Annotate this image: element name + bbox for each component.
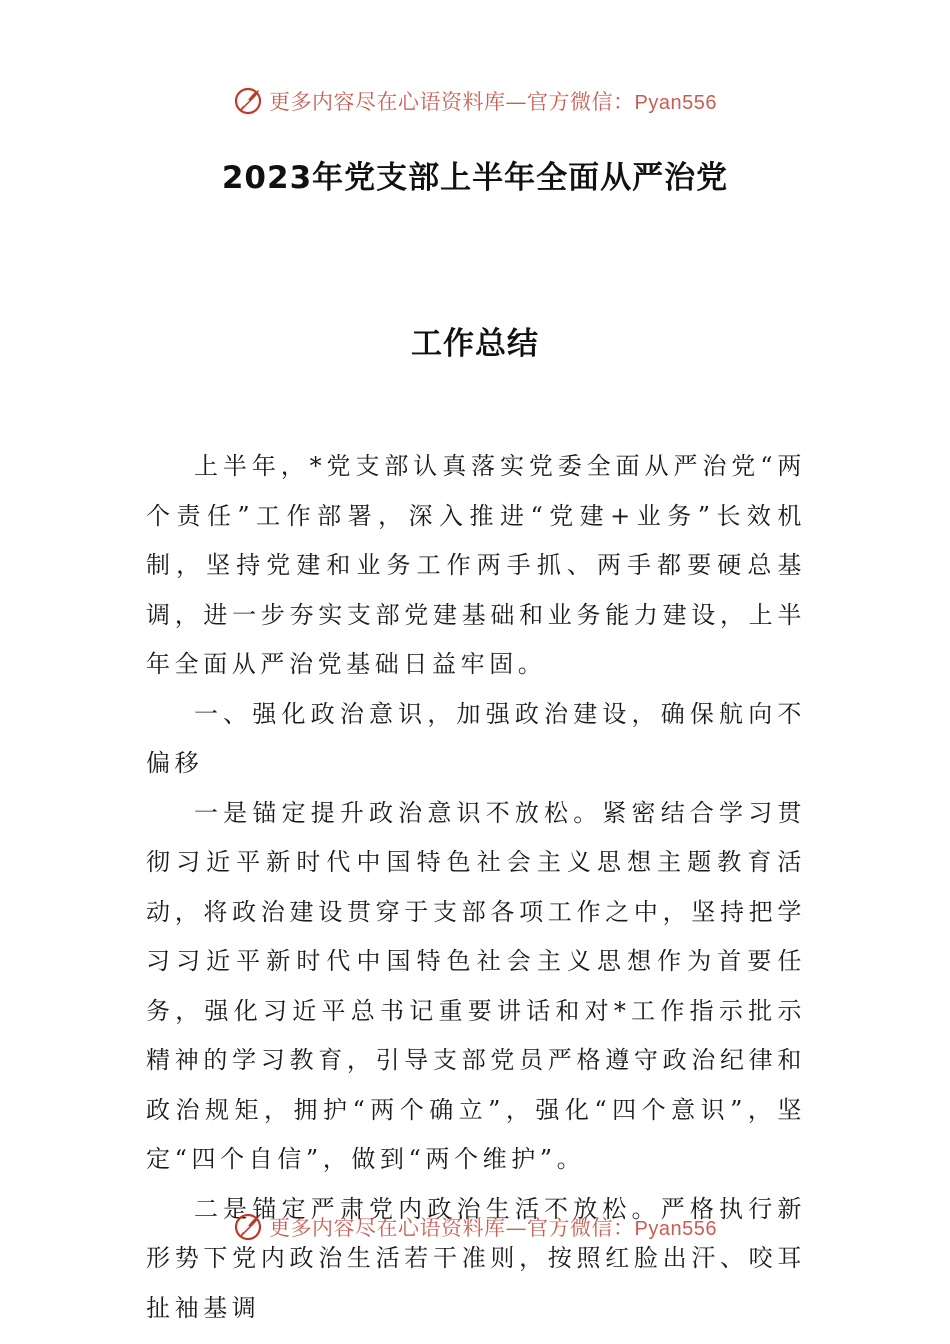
section-heading-1: 一、强化政治意识，加强政治建设，确保航向不偏移: [146, 699, 806, 777]
document-body: [146, 442, 806, 1333]
header-watermark-banner: [0, 86, 950, 116]
paragraph-point-2: 二是锚定严肃党内政治生活不放松。严格执行新形势下党内政治生活若干准则，按照红脸出汗、咬耳扯袖基调: [146, 1194, 806, 1322]
banner-text: 更多内容尽在心语资料库—官方微信：Pyan556: [269, 1216, 717, 1240]
document-title-line-2: 工作总结: [411, 326, 539, 362]
document-title-line-1: 2023年党支部上半年全面从严治党: [221, 160, 729, 196]
quill-pen-logo-icon: [233, 86, 263, 116]
banner-text: 更多内容尽在心语资料库—官方微信：Pyan556: [269, 90, 717, 114]
paragraph-point-1: 一是锚定提升政治意识不放松。紧密结合学习贯彻习近平新时代中国特色社会主义思想主题教育活动，将政治建设贯穿于支部各项工作之中，坚持把学习习近平新时代中国特色社会主义思想作为首要任务，强化习近平总书记重要讲话和对*工作指示批示精神的学习教育，引导支部党员严格遵守政治纪律和政治规矩，拥护“两个确立”，强化“四个意识”，坚定“四个自信”，做到“两个维护”。: [146, 798, 806, 1173]
footer-watermark-banner: [0, 1212, 950, 1242]
quill-pen-logo-icon: [233, 1212, 263, 1242]
paragraph-intro: 上半年，*党支部认真落实党委全面从严治党“两个责任”工作部署，深入推进“党建+业务”长效机制，坚持党建和业务工作两手抓、两手都要硬总基调，进一步夯实支部党建基础和业务能力建设，上半年全面从严治党基础日益牢固。: [146, 452, 806, 678]
